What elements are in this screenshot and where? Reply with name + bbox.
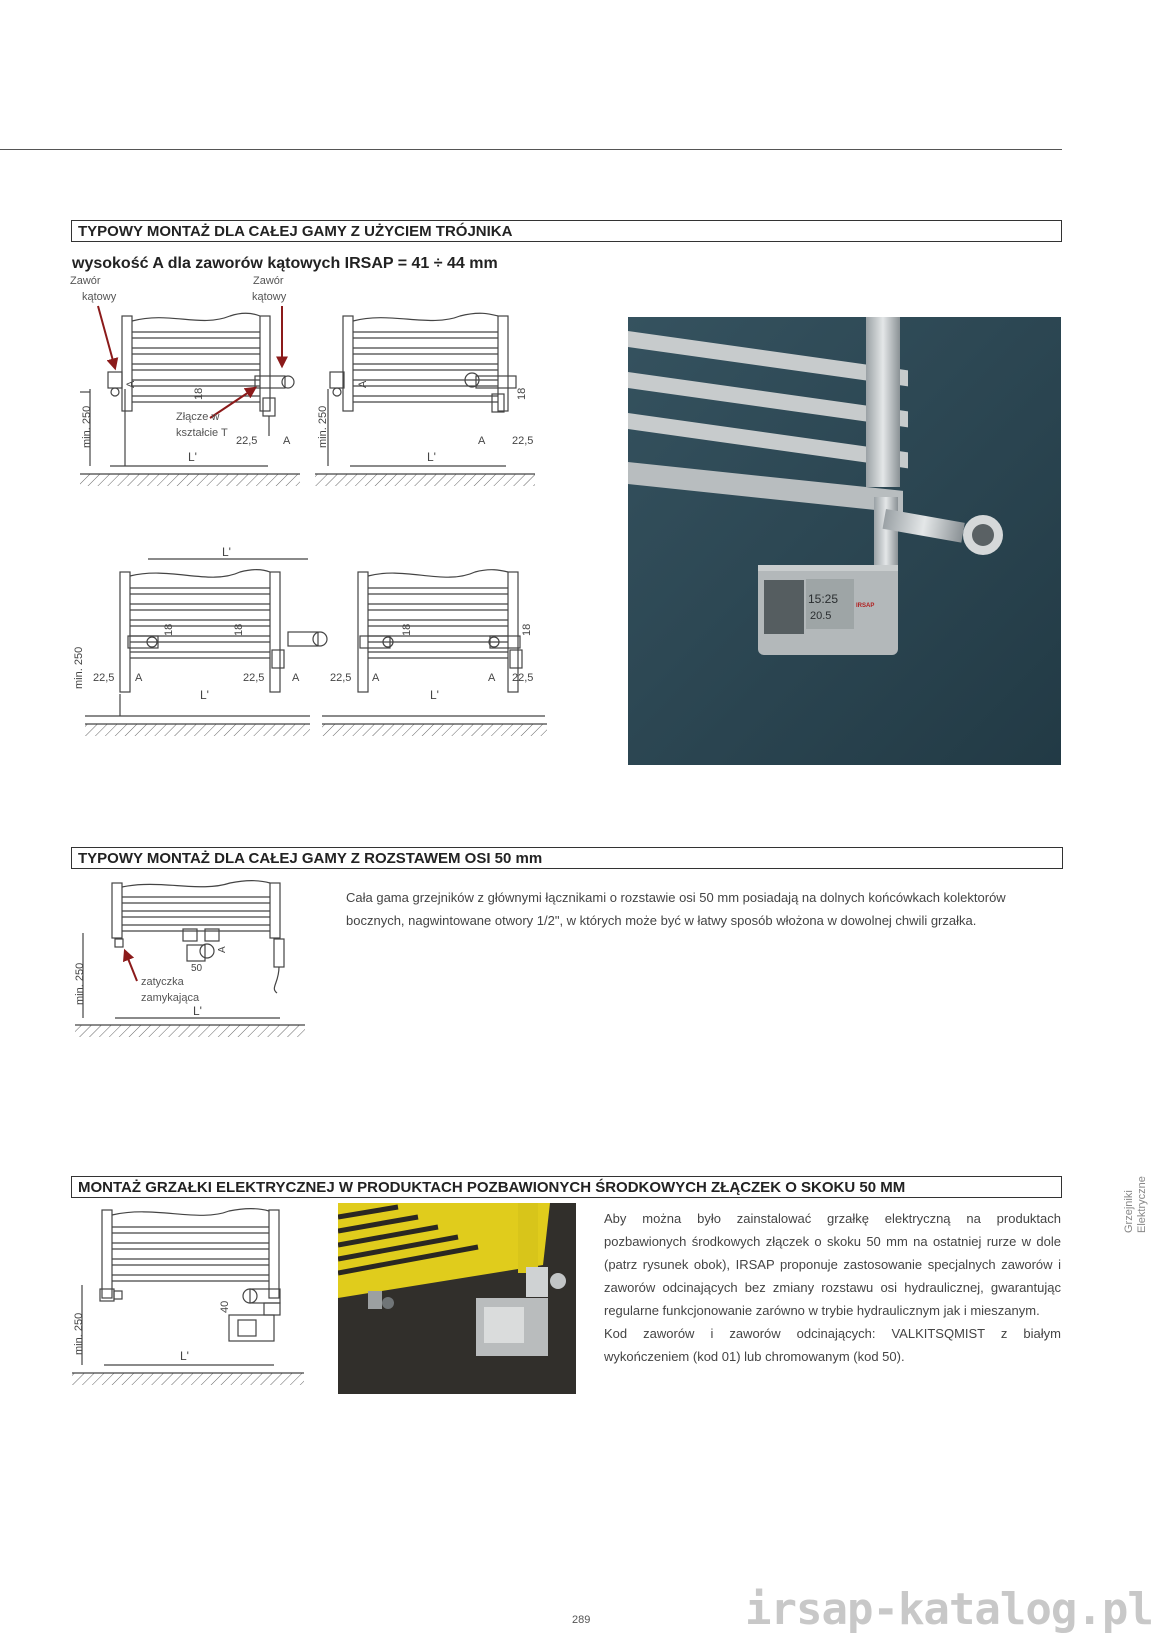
a-label-a2: A — [125, 380, 137, 388]
a-label-b2: A — [357, 380, 369, 388]
valve-label-left-2: kątowy — [82, 291, 117, 303]
length-label-b: L' — [427, 450, 436, 464]
offset-label-c1: 22,5 — [93, 672, 115, 684]
a-label-a: A — [283, 435, 291, 447]
valve-label-right-2: kątowy — [252, 291, 287, 303]
length-label-c: L' — [200, 688, 209, 702]
dim-18-d1: 18 — [401, 623, 413, 636]
length-label-s2: L' — [193, 1004, 202, 1018]
tee-label-1: Złącze w — [176, 411, 220, 423]
min-label-c: min. 250 — [73, 646, 85, 689]
a-label-b: A — [478, 435, 486, 447]
section3-title: MONTAŻ GRZAŁKI ELEKTRYCZNEJ W PRODUKTACH POZBAWIONYCH ŚRODKOWYCH ZŁĄCZEK O SKOKU 50 MM — [71, 1176, 1062, 1198]
min-label-b: min. 250 — [317, 405, 329, 448]
diagram-d — [322, 570, 547, 736]
offset-label-b: 22,5 — [512, 435, 534, 447]
side-tab — [1119, 1155, 1149, 1235]
length-label-s3: L' — [180, 1349, 189, 1363]
offset-label-d1: 22,5 — [330, 672, 352, 684]
section2-title: TYPOWY MONTAŻ DLA CAŁEJ GAMY Z ROZSTAWEM OSI 50 mm — [71, 847, 1063, 869]
display-temp: 20.5 — [810, 610, 832, 622]
plug-label-2: zamykająca — [141, 992, 200, 1004]
section3-text — [604, 1207, 1061, 1368]
min-label-s2: min. 250 — [74, 962, 86, 1005]
photo-heater-yellow — [338, 1203, 576, 1394]
dim-18-d2: 18 — [521, 623, 533, 636]
a-label-s2: A — [217, 946, 228, 953]
spacing-label: 50 — [191, 963, 203, 974]
valve-label-right-1: Zawór — [253, 276, 284, 287]
dim-18-b: 18 — [516, 387, 528, 400]
page-number: 289 — [572, 1614, 591, 1626]
top-rule — [0, 149, 1062, 150]
section3-paragraph1: Aby można było zainstalować grzałkę elektryczną na produktach pozbawionych środkowych złączek o skoku 50 mm na ostatniej rurze w dole (patrz rysunek obok), IRSAP proponuje zastosowanie specjalnych zaworów i zaworów odcinających bez zmiany rozstawu osi hydraulicznej, gwarantując regularne funkcjonowanie zarówno w trybie hydraulicznym jak i mieszanym. — [604, 1211, 1061, 1318]
section3-paragraph2: Kod zaworów i zaworów odcinających: VALKITSQMIST z białym wykończeniem (kod 01) lub chromowanym (kod 50). — [604, 1326, 1061, 1364]
offset-label-d2: 22,5 — [512, 672, 534, 684]
diagram-c — [85, 559, 327, 736]
length-label-c-top: L' — [222, 545, 231, 559]
dim-18-c2: 18 — [233, 623, 245, 636]
side-tab-line2: Elektryczne — [1136, 1176, 1148, 1233]
diagram-50mm-spacing — [65, 873, 325, 1063]
a-label-d2: A — [488, 672, 496, 684]
tee-label-2: kształcie T — [176, 427, 228, 439]
dim-18-a: 18 — [193, 387, 205, 400]
section1-title: TYPOWY MONTAŻ DLA CAŁEJ GAMY Z UŻYCIEM TRÓJNIKA — [71, 220, 1062, 242]
valve-label-left-1: Zawór — [70, 276, 101, 287]
min-label-a: min. 250 — [81, 405, 93, 448]
length-label-d: L' — [430, 688, 439, 702]
offset-label-c2: 22,5 — [243, 672, 265, 684]
photo-heater-blue-wall — [628, 317, 1061, 765]
offset-label-a: 22,5 — [236, 435, 258, 447]
side-tab-line1: Grzejniki — [1123, 1190, 1135, 1233]
diagram-b — [315, 313, 535, 486]
a-label-d1: A — [372, 672, 380, 684]
a-label-c1: A — [135, 672, 143, 684]
section2-paragraph: Cała gama grzejników z głównymi łącznikami o rozstawie osi 50 mm posiadają na dolnych końcówkach kolektorów bocznych, nagwintowane otwory 1/2", w których może być w łatwy sposób włożona w dowolnej chwili grzałka. — [346, 890, 1006, 928]
min-label-s3: min. 250 — [73, 1312, 85, 1355]
dim-40-label: 40 — [219, 1300, 231, 1313]
dim-18-c1: 18 — [163, 623, 175, 636]
plug-label-1: zatyczka — [141, 976, 184, 988]
brand-logo: IRSAP — [856, 603, 875, 609]
diagram-no-middle-fittings — [64, 1205, 324, 1395]
watermark: irsap-katalog.pl — [745, 1584, 1153, 1635]
a-label-c2: A — [292, 672, 300, 684]
section1-subtitle: wysokość A dla zaworów kątowych IRSAP = 41 ÷ 44 mm — [72, 255, 498, 272]
diagram-tee-mounting — [60, 276, 580, 776]
display-time: 15:25 — [808, 592, 839, 606]
length-label-a: L' — [188, 450, 197, 464]
